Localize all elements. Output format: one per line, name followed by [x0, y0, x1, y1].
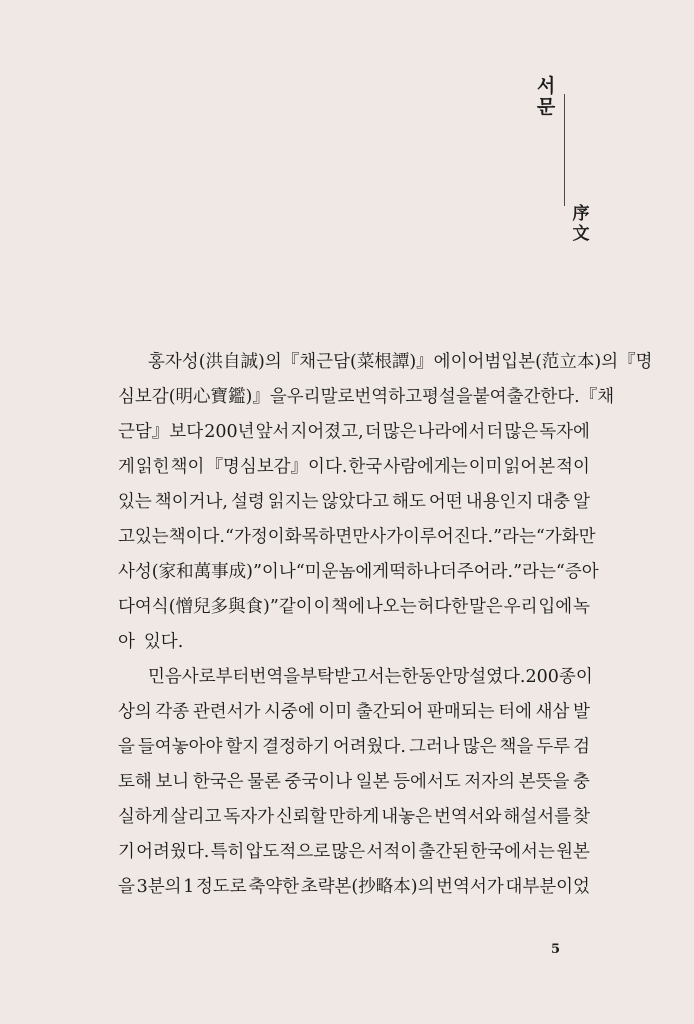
word: 내놓은 [381, 807, 432, 827]
word: 각종 [155, 702, 190, 722]
word: 주어라.”라는 [456, 562, 556, 582]
word: “증아 [555, 562, 599, 582]
word: 어려웠다. [136, 842, 210, 862]
word: 독자가 [223, 807, 275, 827]
word: 대부분이었 [505, 877, 590, 897]
word: 설령 [230, 492, 265, 512]
word: 정도로 [195, 877, 247, 897]
word: 녹 [572, 597, 590, 617]
text-line [118, 415, 590, 450]
word: 본 [538, 457, 556, 477]
word: 만하게 [328, 807, 380, 827]
word: 충 [573, 772, 590, 792]
page-number: 5 [551, 942, 561, 957]
word: 읽지는 [267, 492, 319, 512]
word: 두루 [536, 737, 571, 757]
word: 상의 [118, 702, 152, 722]
word: 더 [364, 422, 382, 442]
word: 특히 [210, 842, 245, 862]
word: 등에서도 [393, 772, 461, 792]
word: 신뢰할 [275, 807, 327, 827]
word: 민음사로부터 [148, 667, 250, 687]
word: 3분의 [136, 877, 182, 897]
word: 들여놓아야 [137, 737, 223, 757]
word: 살리고 [170, 807, 222, 827]
word: 『채 [579, 387, 615, 407]
text-line [118, 695, 590, 730]
word: 번역서가 [436, 877, 504, 897]
word: 축약한 [248, 877, 300, 897]
text-line [118, 660, 593, 695]
text-line [118, 590, 590, 625]
word: 심보감(明心寶鑑)』을 [118, 387, 287, 407]
word: 하나 [406, 562, 440, 582]
word: 아 [118, 632, 135, 652]
word: 많은 [331, 842, 366, 862]
word: 압도적으로 [245, 842, 331, 862]
word: 떡 [389, 562, 407, 582]
word: 많은 [504, 422, 539, 442]
word: 1 [183, 877, 195, 897]
text-line [118, 800, 590, 835]
word: 저자의 [464, 772, 516, 792]
word: 책이 [170, 457, 205, 477]
word: 망설였다. [452, 667, 526, 687]
word: 중국이나 [284, 772, 353, 792]
word: 책이다. [168, 527, 225, 547]
word: 판매되는 [426, 702, 495, 722]
text-line [118, 345, 653, 380]
chapter-title-korean [532, 76, 560, 118]
word: 한국에서는 [470, 842, 555, 862]
chapter-title-chinese [569, 204, 593, 244]
word: 할지 [225, 737, 260, 757]
word: 이 [575, 667, 593, 687]
word: 검 [573, 737, 590, 757]
word: 더 [486, 422, 504, 442]
word: 이 [313, 597, 331, 617]
word: 한국 [348, 457, 383, 477]
word: 일본 [355, 772, 390, 792]
word: 결정하기 [262, 737, 330, 757]
word: 어려웠다. [332, 737, 406, 757]
text-line [118, 835, 590, 870]
body-text [118, 345, 653, 905]
word: 출간된 [418, 842, 470, 862]
word: 적이 [556, 457, 590, 477]
word: 지어졌고, [290, 422, 364, 442]
word: 화목하면 [284, 527, 353, 547]
word: 말은 [469, 597, 503, 617]
word: 찾 [573, 807, 590, 827]
word: “미운 [295, 562, 339, 582]
word: 우리 [503, 597, 538, 617]
text-line [118, 870, 590, 905]
word: 실하게 [118, 807, 169, 827]
chapter-title-char: 문 [536, 96, 556, 118]
word: 있는 [118, 492, 152, 512]
text-line [118, 380, 615, 415]
word: 나오는 [365, 597, 417, 617]
word: 붙여 [472, 387, 507, 407]
word: 허다한 [417, 597, 469, 617]
word: 번역을 [249, 667, 301, 687]
word: 우리말로 [286, 387, 355, 407]
word: 앞서 [255, 422, 290, 442]
word: 200종 [525, 667, 576, 687]
word: 출간한다. [506, 387, 580, 407]
word: 있다. [143, 632, 184, 652]
word: 관련서가 [192, 702, 261, 722]
word: 초략본(抄略本)의 [300, 877, 435, 897]
word: 이미 [318, 702, 353, 722]
word: 부탁받고서는 [300, 667, 402, 687]
vertical-divider [564, 94, 565, 206]
chapter-title-char: 서 [536, 75, 556, 97]
word: 읽힌 [135, 457, 170, 477]
word: 않았다고 [321, 492, 390, 512]
word: 어떤 [428, 492, 463, 512]
word: 터에 [498, 702, 532, 722]
word: 고 [118, 527, 135, 547]
word: “가화만 [535, 527, 596, 547]
word: 다여식(憎兒多與食)”같이 [118, 597, 313, 617]
text-line [118, 485, 590, 520]
word: 독자에 [539, 422, 590, 442]
word: 알 [573, 492, 590, 512]
word: 한국은 [192, 772, 244, 792]
word: 내용인지 [465, 492, 534, 512]
chapter-title-hanja-char: 文 [572, 224, 590, 244]
word: 보니 [155, 772, 190, 792]
word: 새삼 [535, 702, 570, 722]
word: 해설서를 [503, 807, 572, 827]
word: 사성(家和萬事成)”이나 [118, 562, 296, 582]
word: 시중에 [264, 702, 315, 722]
word: 기 [118, 842, 135, 862]
word: 책을 [499, 737, 534, 757]
word: 이미 [468, 457, 503, 477]
word: 만사가 [352, 527, 404, 547]
word: 책에 [331, 597, 366, 617]
word: 한동안 [401, 667, 453, 687]
word: 발 [573, 702, 590, 722]
word: 많은 [462, 737, 497, 757]
word: 번역하고 [354, 387, 423, 407]
word: 홍자성(洪自誠)의 [148, 352, 282, 372]
word: 많은 [382, 422, 417, 442]
text-line [118, 765, 590, 800]
word: 해도 [392, 492, 426, 512]
word: 입에 [538, 597, 573, 617]
word: 이어 [450, 352, 485, 372]
word: 대충 [536, 492, 571, 512]
word: 을 [118, 877, 135, 897]
word: 사람에게는 [383, 457, 468, 477]
word: 본뜻을 [518, 772, 570, 792]
text-line [118, 450, 590, 485]
word: 게 [118, 457, 135, 477]
word: 서적이 [366, 842, 418, 862]
word: 출간되어 [355, 702, 424, 722]
word: 원본 [556, 842, 590, 862]
word: 이루어진다.”라는 [403, 527, 536, 547]
text-line [118, 625, 590, 660]
word: 토해 [118, 772, 152, 792]
word: 물론 [247, 772, 281, 792]
text-line [118, 555, 599, 590]
word: 읽어 [503, 457, 538, 477]
word: 『명 [618, 352, 653, 372]
word: 더 [439, 562, 457, 582]
text-line [118, 520, 596, 555]
word: 번역서와 [433, 807, 502, 827]
word: 놈에게 [338, 562, 390, 582]
chapter-title-hanja-char: 序 [572, 204, 590, 224]
word: 근담』보다 [118, 422, 204, 442]
word: 범입본(范立本)의 [484, 352, 619, 372]
word: 책이거나, [154, 492, 228, 512]
word: 그러나 [408, 737, 460, 757]
word: 평설을 [422, 387, 473, 407]
word: “가정이 [225, 527, 285, 547]
word: 200년 [204, 422, 255, 442]
word: 나라에서 [417, 422, 486, 442]
text-line [118, 730, 590, 765]
word: 있는 [134, 527, 169, 547]
word: 『채근담(菜根譚)』에 [281, 352, 451, 372]
word: 『명심보감』이다. [205, 457, 348, 477]
word: 을 [118, 737, 135, 757]
